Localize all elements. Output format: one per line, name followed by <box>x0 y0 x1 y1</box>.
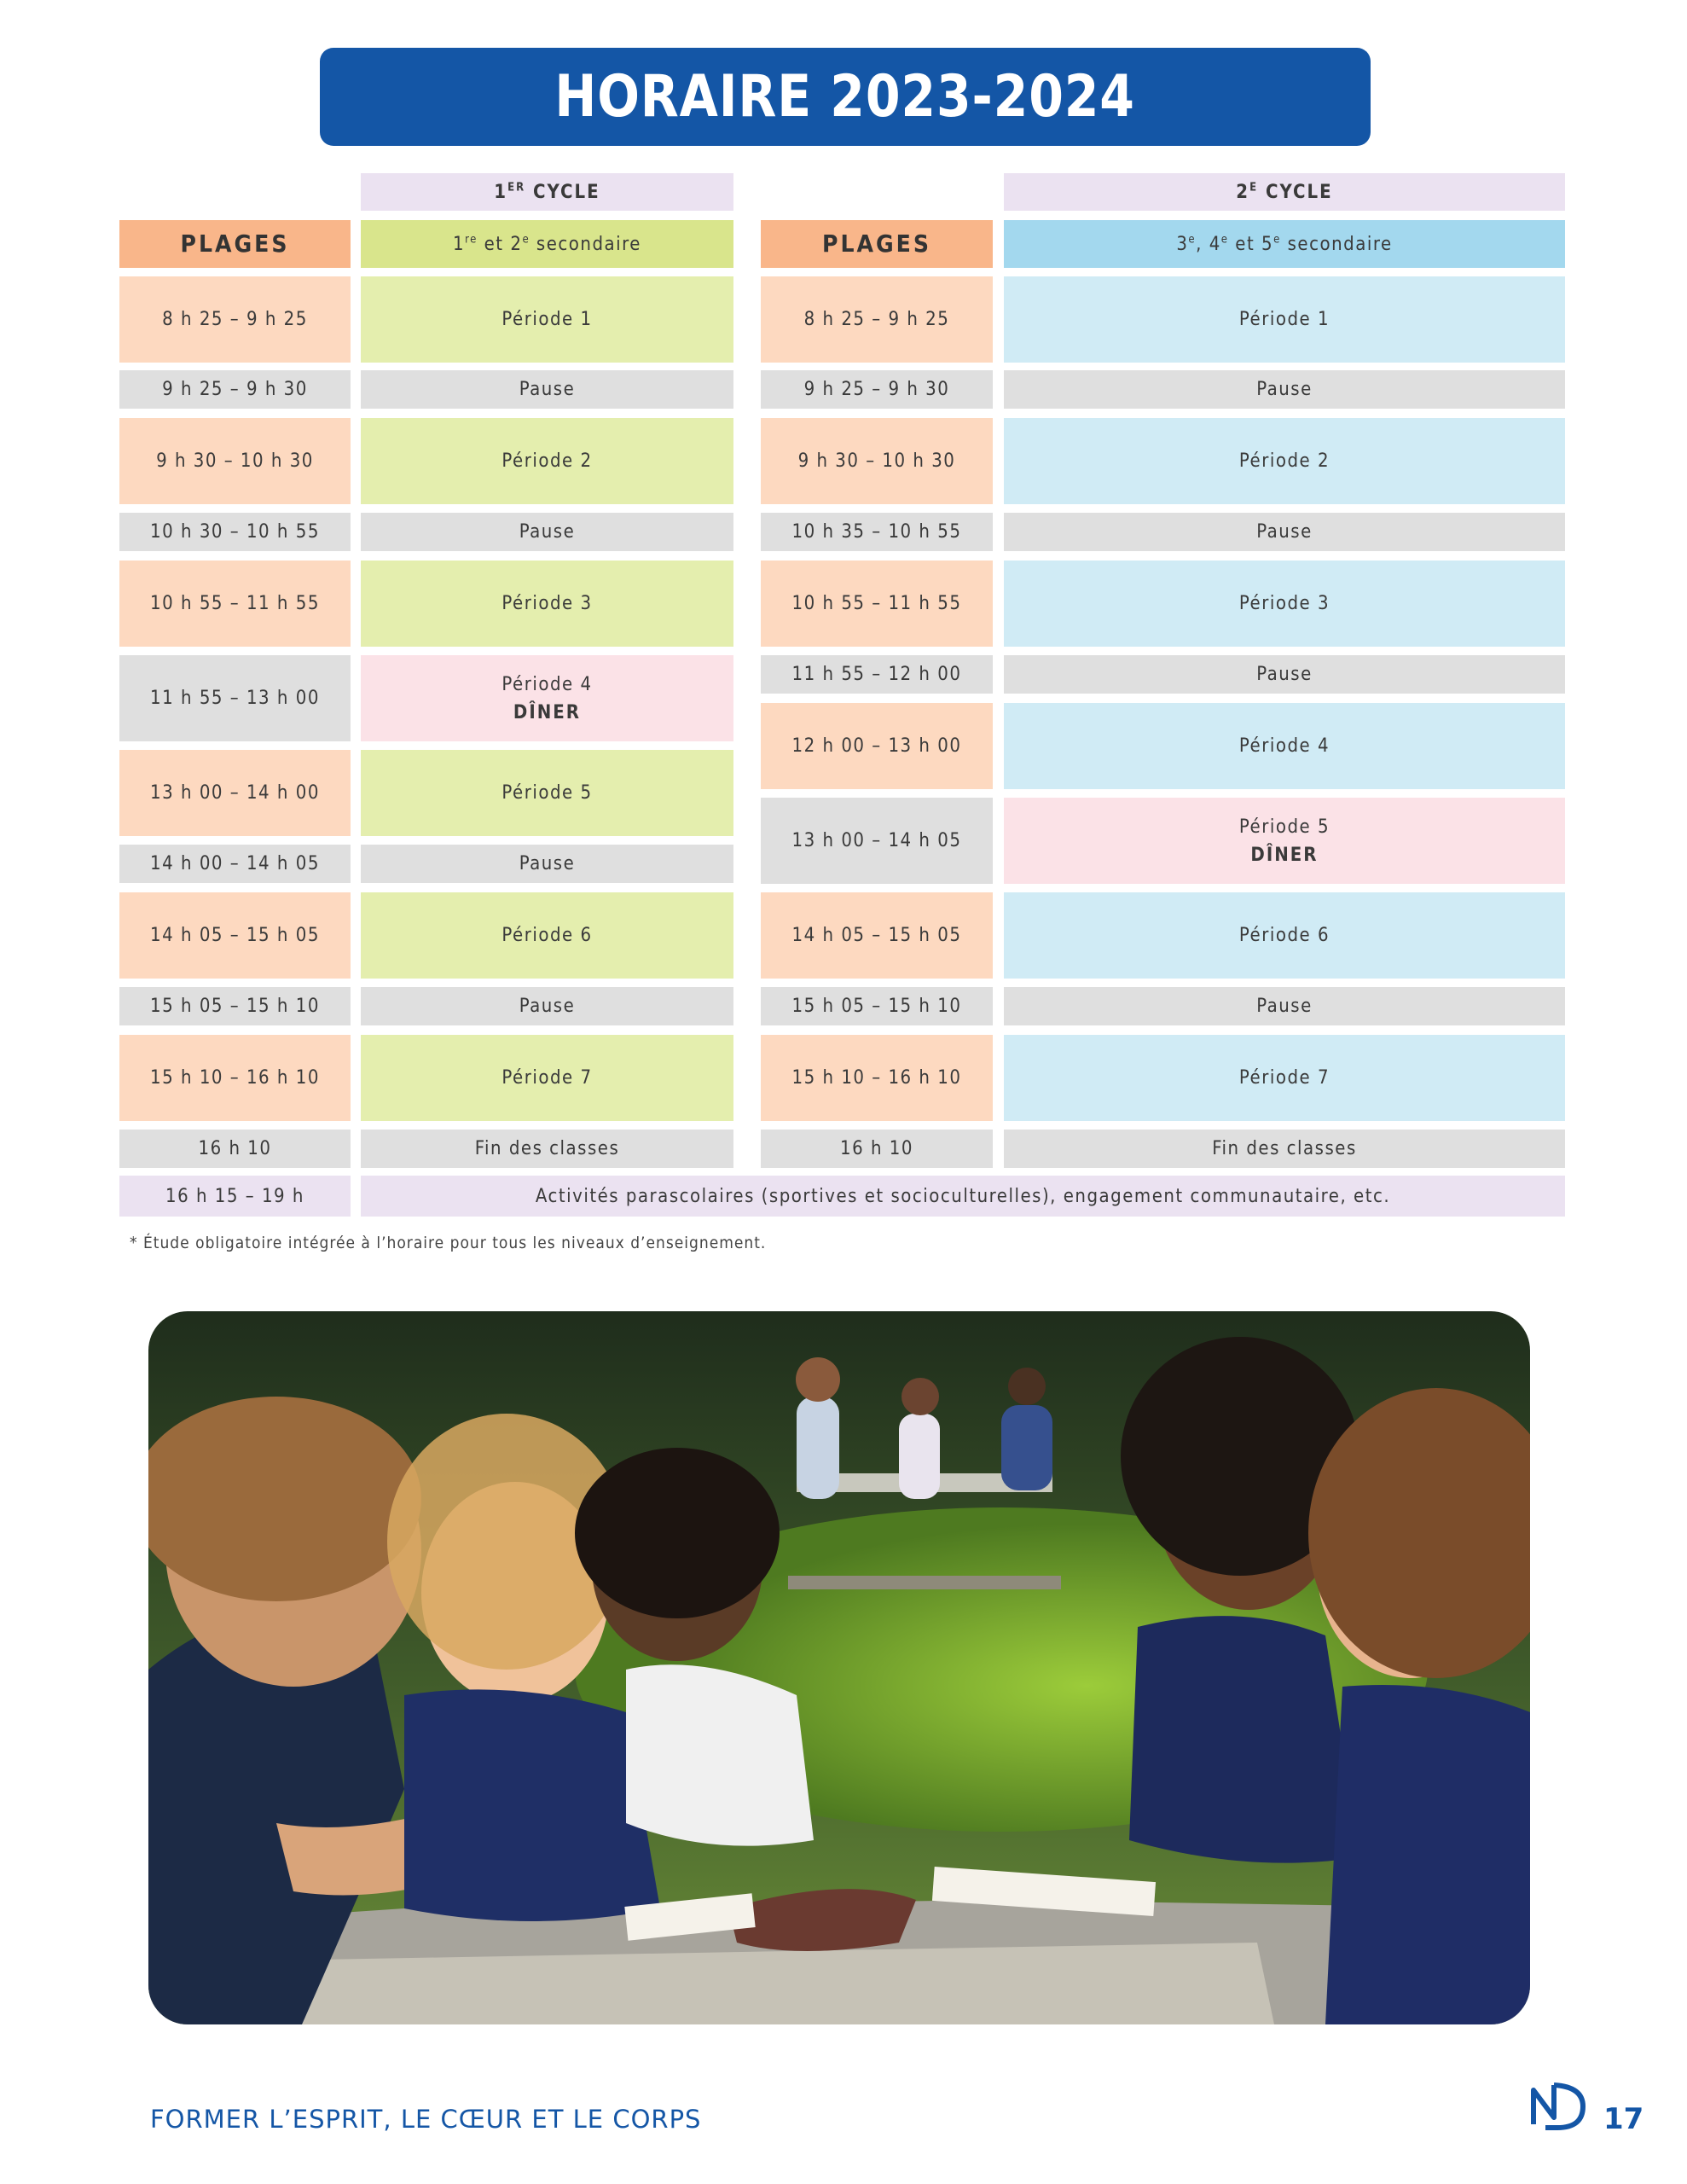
left-time-1: 8 h 25 – 9 h 25 <box>119 276 351 363</box>
left-time-6: 11 h 55 – 13 h 00 <box>119 655 351 741</box>
lunch-label-right: DÎNER <box>1250 844 1319 866</box>
right-time-4: 10 h 35 – 10 h 55 <box>761 513 993 551</box>
cycle2-header-sup: E <box>1249 181 1259 195</box>
cycle1-header-sup: ER <box>507 181 526 195</box>
right-activity-9: Période 6 <box>1004 892 1565 979</box>
left-time-12: 16 h 10 <box>119 1130 351 1168</box>
left-activity-3: Période 2 <box>361 418 733 504</box>
cycle2-header-num: 2 <box>1236 181 1250 203</box>
right-activity-7: Période 4 <box>1004 703 1565 789</box>
left-time-7: 13 h 00 – 14 h 00 <box>119 750 351 836</box>
left-time-9: 14 h 05 – 15 h 05 <box>119 892 351 979</box>
lunch-label-left: DÎNER <box>513 701 582 723</box>
right-activity-5: Période 3 <box>1004 561 1565 647</box>
right-activity-1: Période 1 <box>1004 276 1565 363</box>
right-activity-8-lunch <box>1004 798 1565 884</box>
c1-lvl-a: 1 <box>453 233 466 255</box>
cycle1-header-text: CYCLE <box>525 181 600 203</box>
left-time-4: 10 h 30 – 10 h 55 <box>119 513 351 551</box>
left-time-11: 15 h 10 – 16 h 10 <box>119 1035 351 1121</box>
page-title-banner <box>320 48 1371 146</box>
left-activity-10: Pause <box>361 987 733 1025</box>
students-photo-illustration <box>148 1311 1530 2024</box>
right-time-9: 14 h 05 – 15 h 05 <box>761 892 993 979</box>
c2-lvl-b: , 4 <box>1196 233 1221 255</box>
footnote: * Étude obligatoire intégrée à l’horaire pour tous les niveaux d’enseignement. <box>130 1234 767 1252</box>
c1-lvl-c: secondaire <box>530 233 641 255</box>
left-time-10: 15 h 05 – 15 h 10 <box>119 987 351 1025</box>
page-title: HORAIRE 2023-2024 <box>554 63 1136 131</box>
extra-time: 16 h 15 – 19 h <box>119 1176 351 1217</box>
left-activity-4: Pause <box>361 513 733 551</box>
left-activity-12: Fin des classes <box>361 1130 733 1168</box>
left-activity-7: Période 5 <box>361 750 733 836</box>
c2-lvl-a: 3 <box>1176 233 1189 255</box>
right-activity-12: Fin des classes <box>1004 1130 1565 1168</box>
left-time-8: 14 h 00 – 14 h 05 <box>119 845 351 883</box>
c2-lvl-d: secondaire <box>1280 233 1393 255</box>
c2-lvl-b-sup: e <box>1220 233 1229 247</box>
page-number: 17 <box>1603 2102 1644 2136</box>
left-activity-5: Période 3 <box>361 561 733 647</box>
extra-activity: Activités parascolaires (sportives et socioculturelles), engagement communautaire, etc. <box>361 1176 1565 1217</box>
right-time-1: 8 h 25 – 9 h 25 <box>761 276 993 363</box>
right-time-7: 12 h 00 – 13 h 00 <box>761 703 993 789</box>
right-time-2: 9 h 25 – 9 h 30 <box>761 370 993 409</box>
left-time-2: 9 h 25 – 9 h 30 <box>119 370 351 409</box>
left-activity-1: Période 1 <box>361 276 733 363</box>
right-activity-3: Période 2 <box>1004 418 1565 504</box>
cycle2-levels-header <box>1004 220 1565 268</box>
c1-lvl-a-sup: re <box>465 233 478 247</box>
right-time-3: 9 h 30 – 10 h 30 <box>761 418 993 504</box>
plages-header-left: PLAGES <box>119 220 351 268</box>
c1-lvl-b: et 2 <box>477 233 523 255</box>
right-time-6: 11 h 55 – 12 h 00 <box>761 655 993 694</box>
left-activity-6: Période 4 <box>501 673 593 695</box>
right-activity-6: Pause <box>1004 655 1565 694</box>
right-activity-10: Pause <box>1004 987 1565 1025</box>
right-time-8: 13 h 00 – 14 h 05 <box>761 798 993 884</box>
left-activity-2: Pause <box>361 370 733 409</box>
students-photo <box>148 1311 1530 2024</box>
c2-lvl-c-sup: e <box>1273 233 1281 247</box>
footer-tagline: FORMER L’ESPRIT, LE CŒUR ET LE CORPS <box>150 2105 702 2134</box>
cycle1-levels-header <box>361 220 733 268</box>
c1-lvl-b-sup: e <box>522 233 530 247</box>
left-time-5: 10 h 55 – 11 h 55 <box>119 561 351 647</box>
right-activity-4: Pause <box>1004 513 1565 551</box>
cycle1-header-num: 1 <box>494 181 508 203</box>
cycle2-header-text: CYCLE <box>1258 181 1333 203</box>
right-time-10: 15 h 05 – 15 h 10 <box>761 987 993 1025</box>
cycle1-header <box>361 173 733 211</box>
left-activity-6-lunch <box>361 655 733 741</box>
left-time-3: 9 h 30 – 10 h 30 <box>119 418 351 504</box>
left-activity-9: Période 6 <box>361 892 733 979</box>
c2-lvl-c: et 5 <box>1228 233 1274 255</box>
right-time-11: 15 h 10 – 16 h 10 <box>761 1035 993 1121</box>
right-time-12: 16 h 10 <box>761 1130 993 1168</box>
right-activity-11: Période 7 <box>1004 1035 1565 1121</box>
left-activity-11: Période 7 <box>361 1035 733 1121</box>
cycle2-header <box>1004 173 1565 211</box>
plages-header-right: PLAGES <box>761 220 993 268</box>
school-logo-icon <box>1528 2080 1588 2133</box>
right-time-5: 10 h 55 – 11 h 55 <box>761 561 993 647</box>
left-activity-8: Pause <box>361 845 733 883</box>
right-activity-2: Pause <box>1004 370 1565 409</box>
right-activity-8: Période 5 <box>1238 816 1330 838</box>
c2-lvl-a-sup: e <box>1188 233 1197 247</box>
